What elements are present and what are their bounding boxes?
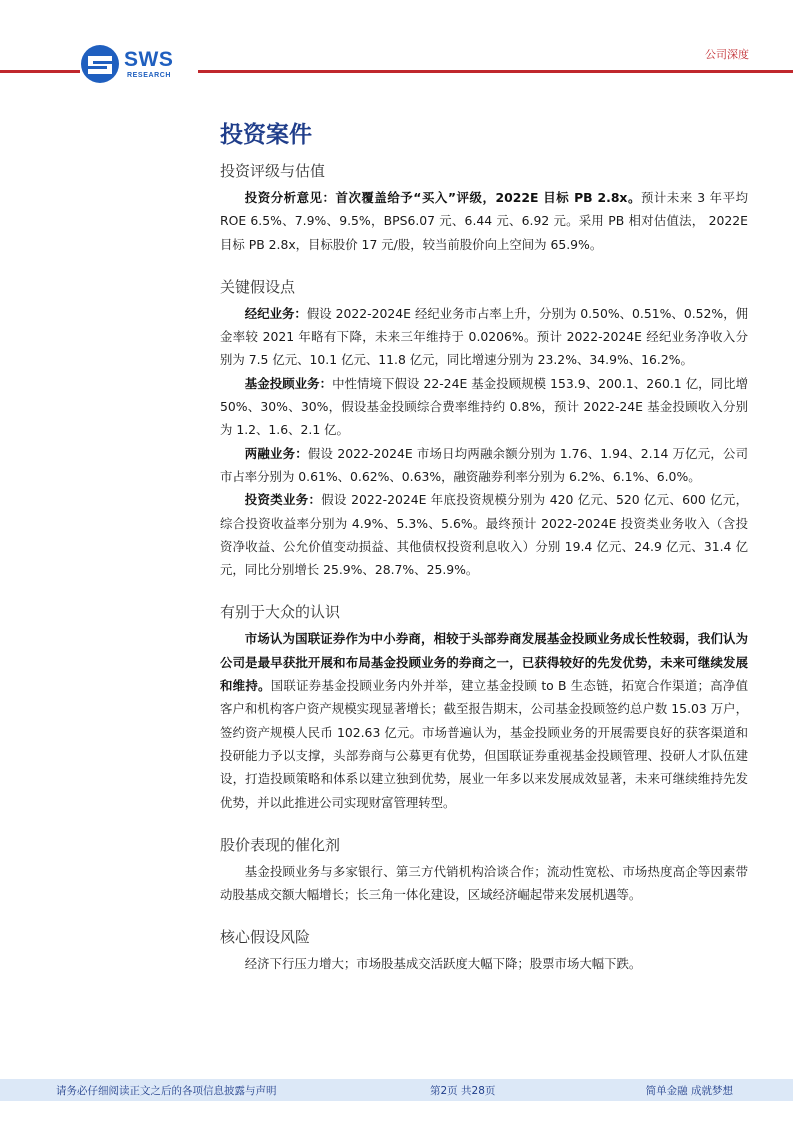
- footer-disclaimer: 请务必仔细阅读正文之后的各项信息披露与声明: [56, 1085, 277, 1097]
- paragraph-lead: 投资类业务：: [244, 492, 322, 508]
- paragraph: [220, 302, 748, 372]
- logo-subtext: RESEARCH: [127, 72, 172, 79]
- section-rating: [220, 160, 748, 256]
- paragraph: [220, 442, 748, 489]
- section-risks: [220, 926, 748, 975]
- paragraph-lead: 经纪业务：: [244, 305, 307, 321]
- footer-slogan: 简单金融 成就梦想: [645, 1085, 733, 1097]
- paragraph: [220, 627, 748, 813]
- sws-logo-icon: [80, 44, 120, 84]
- paragraph-text: 预计未来 3 年平均 ROE 6.5%、7.9%、9.5%，BPS6.07 元、6.44 元、6.92 元。采用 PB 相对估值法， 2022E 目标 PB 2.8x，目标股价 17 元/股，较当前股价向上空间为 65.9%。: [220, 190, 748, 252]
- paragraph-lead: 投资分析意见：首次覆盖给予“买入”评级，2022E 目标 PB 2.8x。: [244, 190, 641, 205]
- page-number: 第2页 共28页: [430, 1085, 496, 1097]
- section-heading: 股价表现的催化剂: [220, 835, 341, 854]
- logo-text: SWS: [124, 48, 174, 71]
- page-footer: [0, 1079, 793, 1101]
- sws-logo: [80, 44, 184, 84]
- paragraph: [220, 186, 748, 256]
- paragraph-lead: 市场认为国联证券作为中小券商，相较于头部券商发展基金投顾业务成长性较弱，我们认为公司是最早获批开展和布局基金投顾业务的券商之一，已获得较好的先发优势，未来可继续发展和维持。: [220, 631, 748, 694]
- paragraph-text: 假设 2022-2024E 市场日均两融余额分别为 1.76、1.94、2.14 万亿元，公司市占率分别为 0.61%、0.62%、0.63%，融资融券利率分别为 6.2%、6.1%、6.0%。: [220, 445, 748, 484]
- paragraph-text: 中性情境下假设 22-24E 基金投顾规模 153.9、200.1、260.1 亿，同比增 50%、30%、30%，假设基金投顾综合费率维持约 0.8%，预计 2022-24E 基金投顾收入分别为 1.2、1.6、2.1 亿。: [220, 375, 748, 438]
- report-body: [220, 118, 748, 996]
- section-heading: 关键假设点: [220, 277, 296, 296]
- header-rule-right: [198, 70, 793, 73]
- header-rule-left: [0, 70, 80, 73]
- paragraph-text: 假设 2022-2024E 年底投资规模分别为 420 亿元、520 亿元、600 亿元，综合投资收益率分别为 4.9%、5.3%、5.6%。最终预计 2022-2024E 投资类业务收入（含投资净收益、公允价值变动损益、其他债权投资利息收入）分别 19.4 亿元、24.9 亿元、31.4 亿元，同比分别增长 25.9%、28.7%、25.9%。: [220, 492, 749, 578]
- page-title: 投资案件: [220, 122, 312, 148]
- section-heading: 投资评级与估值: [220, 162, 326, 180]
- paragraph-lead: 两融业务：: [244, 445, 308, 461]
- paragraph-text: 假设 2022-2024E 经纪业务市占率上升，分别为 0.50%、0.51%、0.52%，佣金率较 2021 年略有下降，未来三年维持于 0.0206%。预计 2022-2024E 经纪业务净收入分别为 7.5 亿元、10.1 亿元、11.8 亿元，同比增速分别为 23.2%、34.9%、16.2%。: [220, 305, 749, 368]
- section-assumptions: [220, 276, 748, 582]
- section-differentiation: [220, 601, 748, 813]
- report-type-label: 公司深度: [705, 48, 749, 61]
- paragraph-text: 国联证券基金投顾业务内外并举，建立基金投顾 to B 生态链，拓宽合作渠道；高净值客户和机构客户资产规模实现显著增长；截至报告期末，公司基金投顾签约总户数 15.03 万户，签约资产规模人民币 102.63 亿元。市场普遍认为，基金投顾业务的开展需要良好的获客渠道和投研能力予以支撑，头部券商与公募更有优势，但国联证券重视基金投顾管理、投研人才队伍建设，打造投顾策略和体系以建立独到优势，展业一年多以来发展成效显著，未来可继续维持先发优势，并以此推进公司实现财富管理转型。: [220, 678, 748, 810]
- paragraph: [220, 372, 748, 442]
- paragraph: 经济下行压力增大；市场股基成交活跃度大幅下降；股票市场大幅下跌。: [244, 956, 642, 972]
- paragraph: 基金投顾业务与多家银行、第三方代销机构洽谈合作；流动性宽松、市场热度高企等因素带动股基成交额大幅增长；长三角一体化建设，区域经济崛起带来发展机遇等。: [220, 863, 748, 903]
- paragraph-lead: 基金投顾业务：: [244, 375, 333, 391]
- section-heading: 有别于大众的认识: [220, 603, 341, 622]
- paragraph: [220, 488, 748, 581]
- section-catalysts: [220, 834, 748, 907]
- section-heading: 核心假设风险: [220, 928, 311, 947]
